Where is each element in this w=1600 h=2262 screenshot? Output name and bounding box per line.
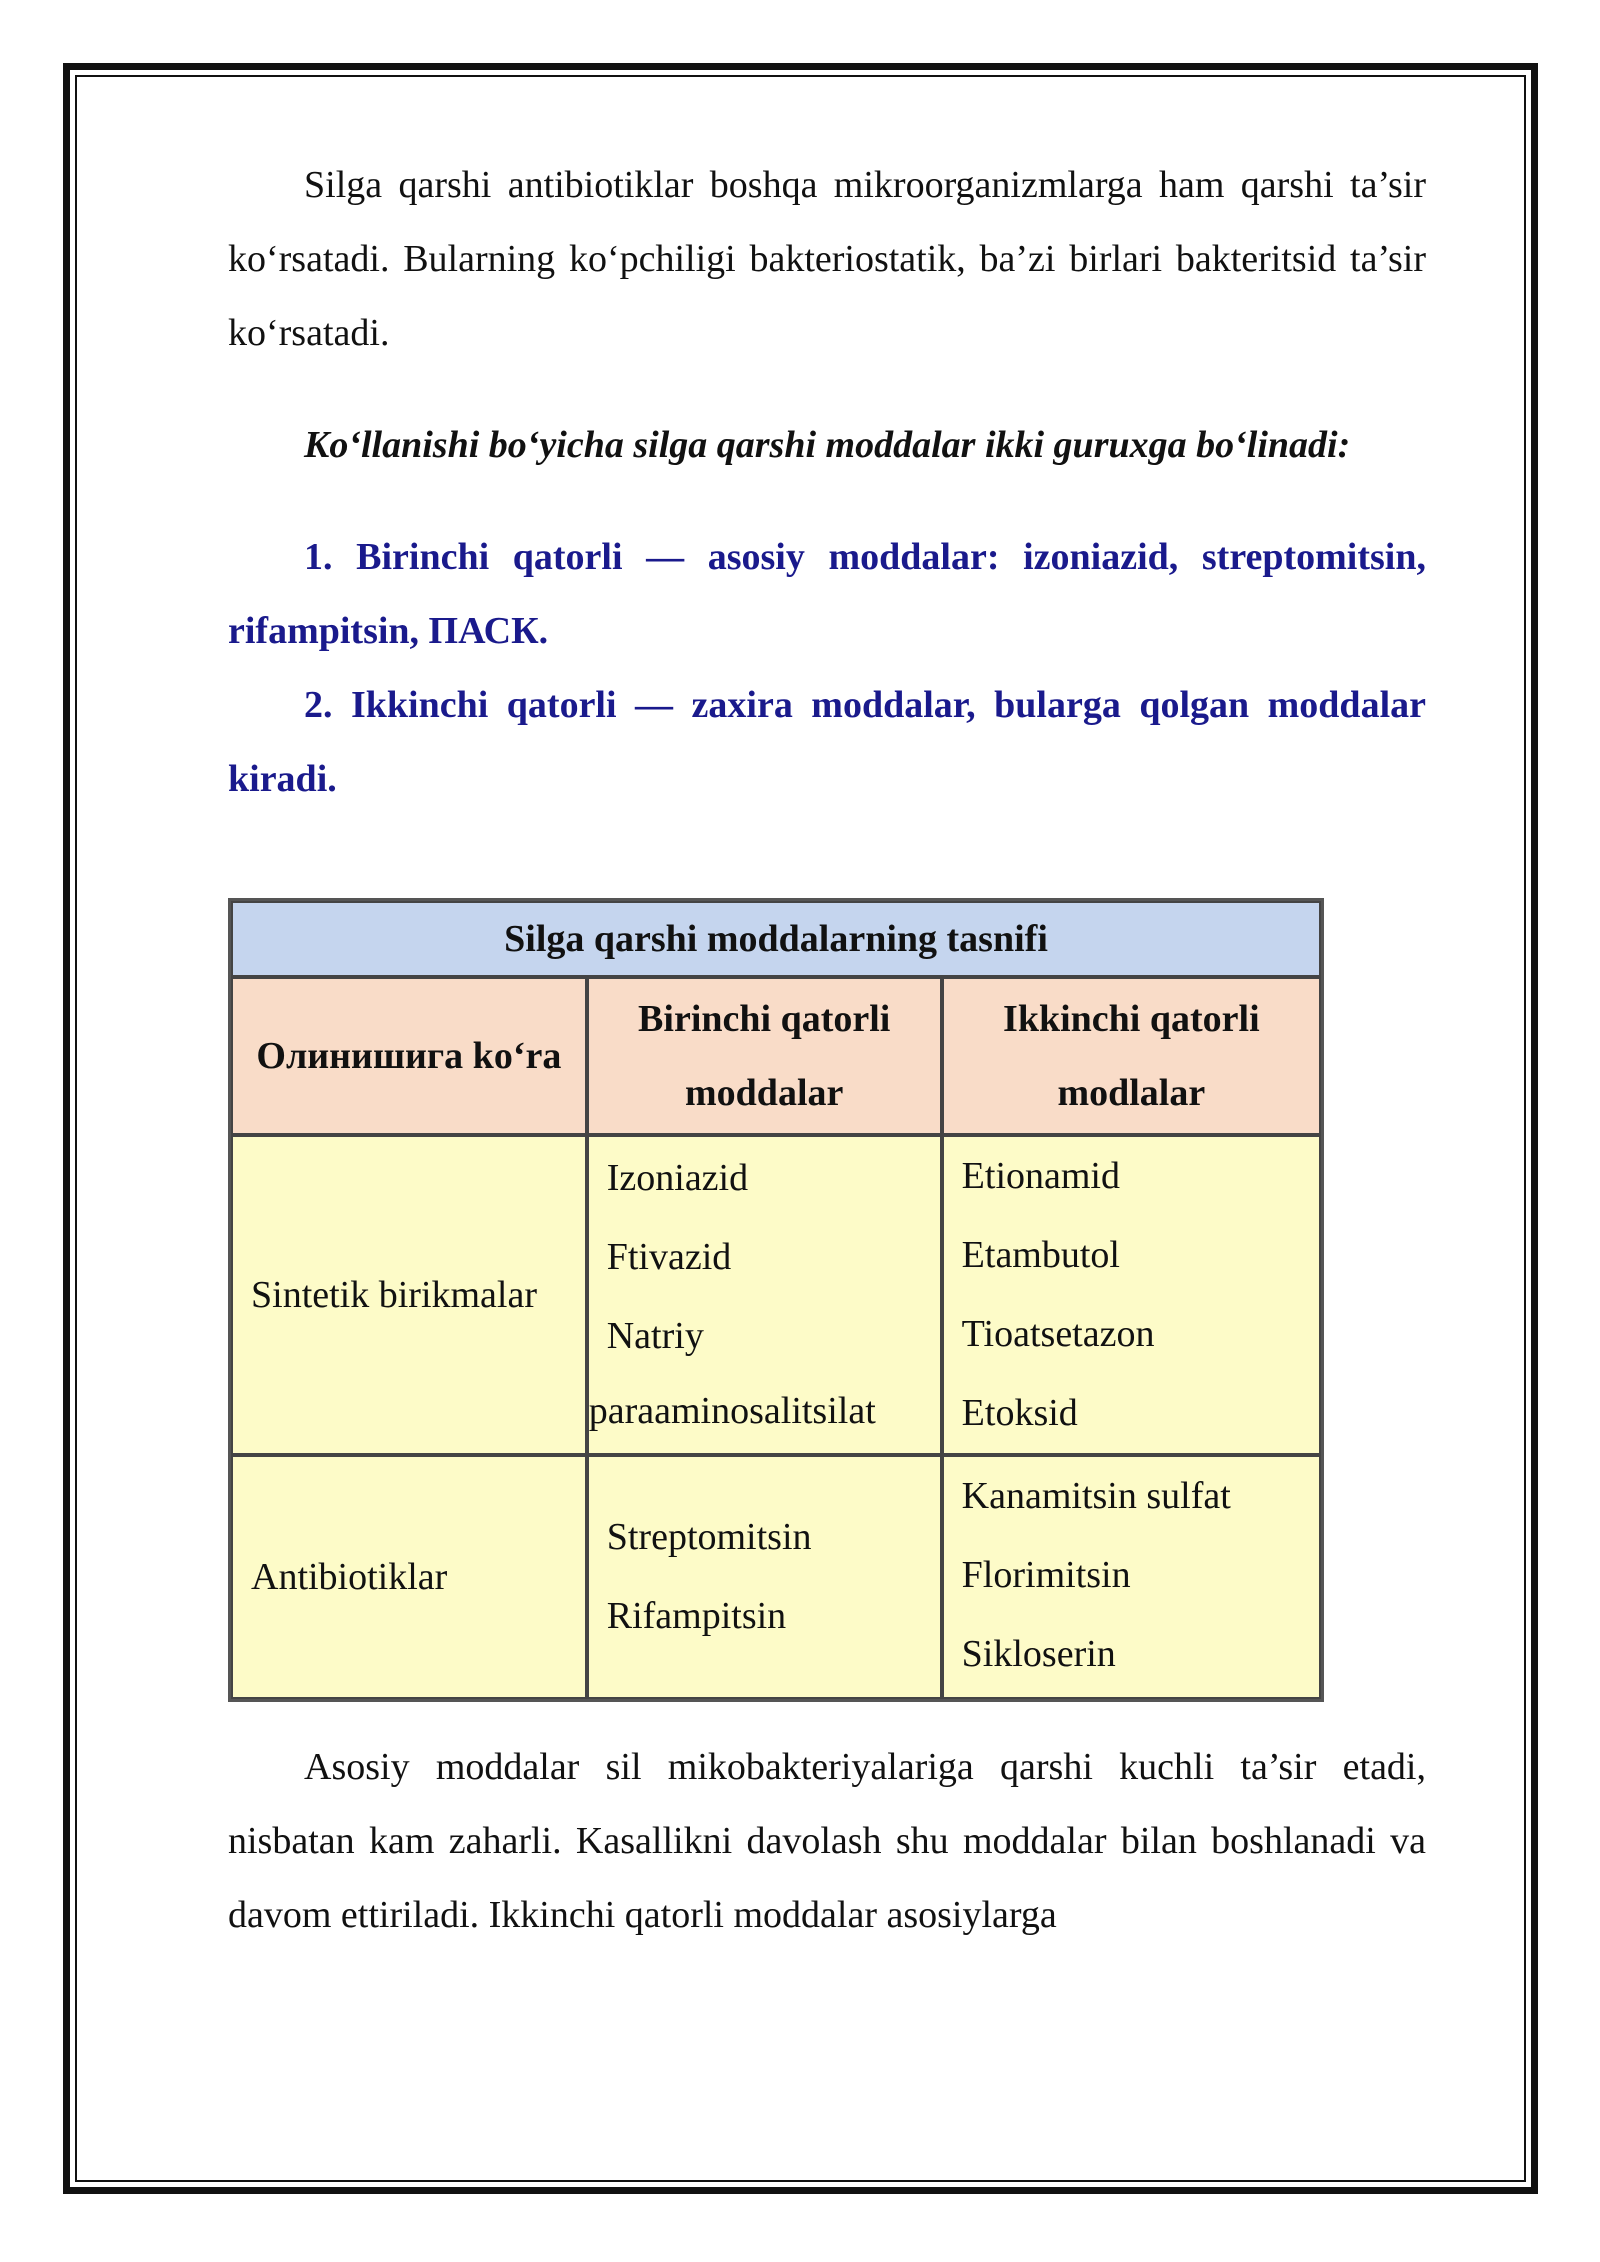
table-header-row	[231, 977, 1321, 1135]
drug-item: Kanamitsin sulfat	[961, 1475, 1231, 1517]
table-row	[231, 1135, 1321, 1455]
drug-item: Natriy	[606, 1315, 704, 1357]
first-line-cell	[587, 1135, 942, 1455]
second-line-cell	[942, 1135, 1321, 1455]
column-header: Birinchi qatorli moddalar	[587, 977, 942, 1135]
drug-item: Streptomitsin	[606, 1516, 812, 1558]
drug-item: Etoksid	[961, 1392, 1078, 1434]
category-cell: Antibiotiklar	[231, 1455, 587, 1699]
intro-paragraph: Silga qarshi antibiotiklar boshqa mikroorganizmlarga ham qarshi ta’sir ko‘rsatadi. Bularning ko‘pchiligi bakteriostatik, ba’zi birlari bakteritsid ta’sir ko‘rsatadi.	[228, 164, 1426, 354]
table-title: Silga qarshi moddalarning tasnifi	[231, 901, 1321, 977]
drug-item: Ftivazid	[606, 1236, 732, 1278]
column-header: Ikkinchi qatorli modlalar	[942, 977, 1321, 1135]
drug-item: Sikloserin	[961, 1633, 1116, 1675]
drug-item: Rifampitsin	[606, 1595, 787, 1637]
drug-item: Florimitsin	[961, 1554, 1131, 1596]
list-item: 1. Birinchi qatorli — asosiy moddalar: izoniazid, streptomitsin, rifampitsin, ПАСК.	[228, 536, 1426, 652]
list-item: 2. Ikkinchi qatorli — zaxira moddalar, bularga qolgan moddalar kiradi.	[228, 684, 1426, 800]
drug-item: Etambutol	[961, 1234, 1120, 1276]
page-content	[228, 148, 1426, 816]
drug-item: paraaminosalitsilat	[588, 1390, 876, 1432]
classification-table	[228, 898, 1324, 1702]
table-row	[231, 1455, 1321, 1699]
second-line-cell	[942, 1455, 1321, 1699]
first-line-cell	[587, 1455, 942, 1699]
category-cell: Sintetik birikmalar	[231, 1135, 587, 1455]
drug-group-list	[228, 520, 1426, 816]
drug-item: Etionamid	[961, 1155, 1120, 1197]
drug-item: Izoniazid	[606, 1157, 749, 1199]
section-heading: Ko‘llanishi bo‘yicha silga qarshi moddalar ikki guruxga bo‘linadi:	[304, 424, 1351, 466]
drug-item: Tioatsetazon	[961, 1313, 1155, 1355]
bottom-paragraph: Asosiy moddalar sil mikobakteriyalariga qarshi kuchli ta’sir etadi, nisbatan kam zaharli. Kasallikni davolash shu moddalar bilan boshlanadi va davom ettiriladi. Ikkinchi qatorli moddalar asosiylarga	[228, 1746, 1426, 1936]
column-header: Олинишига ko‘ra	[231, 977, 587, 1135]
bottom-text	[228, 1730, 1426, 1952]
table-title-row	[231, 901, 1321, 977]
